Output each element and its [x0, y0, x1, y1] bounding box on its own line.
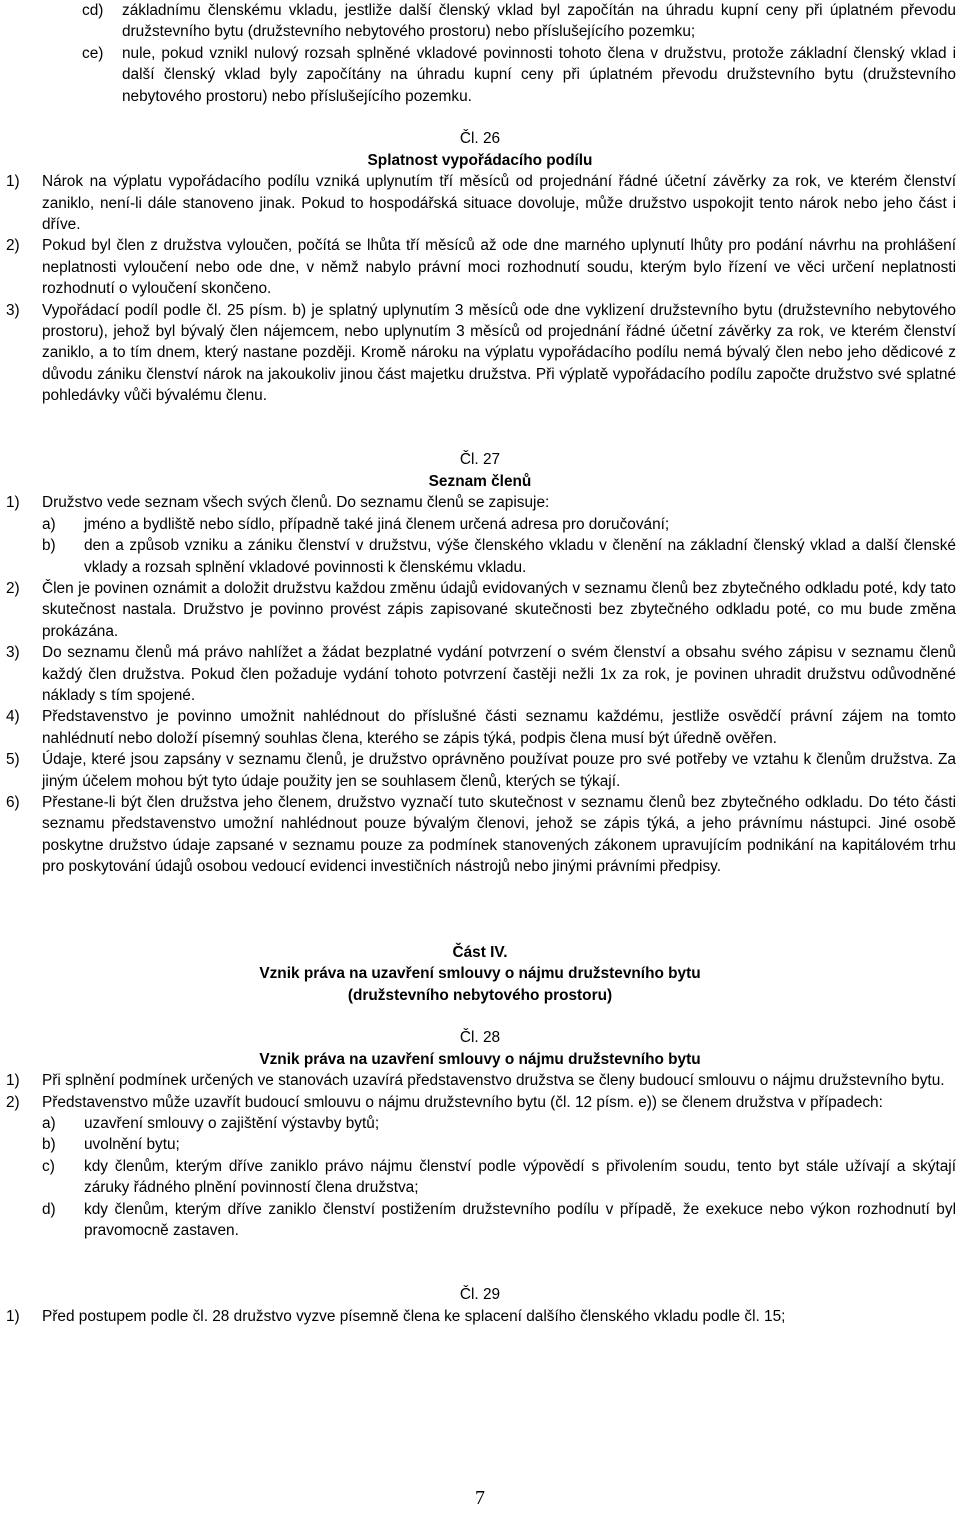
- sub-item-letter: d): [42, 1200, 56, 1218]
- page-number: 7: [475, 1487, 485, 1509]
- list-item: [0, 0, 956, 43]
- sub-item-text: kdy členům, kterým dříve zaniklo právo nájmu členství podle výpovědí s přivolením soudu, tento byt stále užívají a skýtají záruky řádného plnění povinností člena družstva;: [84, 1157, 956, 1197]
- article-27: [0, 449, 960, 877]
- sub-item: [42, 514, 956, 535]
- article-number: Čl. 27: [459, 451, 501, 469]
- item-text: Vypořádací podíl podle čl. 25 písm. b) je splatný uplynutím 3 měsíců ode dne vyklizení družstevního bytu (družstevního nebytového prostoru), jehož byl bývalý člen nájemcem, nebo uplynutím 3 měsíců od projednání řádné účetní závěrky za rok, ve kterém členství zaniklo, a to tím dnem, který nastane později. Kromě nároku na výplatu vypořádacího podílu nemá bývalý člen nebo jeho dědicové z důvodu zániku členství nárok na jakoukoliv jinou část majetku družstva. Při výplatě vypořádacího podílu započte družstvo své splatné pohledávky vůči bývalému členu.: [42, 301, 956, 405]
- item-number: 2): [6, 237, 20, 255]
- part-4-heading: [0, 942, 960, 1006]
- list-item: [0, 300, 956, 407]
- article-title: Vznik práva na uzavření smlouvy o nájmu družstevního bytu: [259, 1050, 701, 1068]
- part-title: Vznik práva na uzavření smlouvy o nájmu družstevního bytu: [259, 965, 701, 983]
- part-number: Část IV.: [452, 943, 508, 961]
- item-number: 3): [6, 301, 20, 319]
- item-number: 1): [6, 494, 20, 512]
- article-29: [0, 1284, 960, 1327]
- item-text: Přestane-li být člen družstva jeho členem, družstvo vyznačí tuto skutečnost v seznamu členů bez zbytečného odkladu. Do této části seznamu představenstvo umožní nahlédnout pouze bývalým členovi, jehož se zápis týká, a jeho právnímu nástupci. Jiné osobě poskytne družstvo údaje zapsané v seznamu pouze za podmínek stanovených zákonem upravujícím podnikání na kapitálovém trhu pro poskytování údajů osobou vedoucí evidenci investičních nástrojů nebo jinými právními předpisy.: [42, 793, 956, 876]
- item-text: nule, pokud vznikl nulový rozsah splněné vkladové povinnosti tohoto člena v družstvu, protože základní členský vklad i další členský vklad byly započítány na úhradu kupní ceny při úplatném převodu družstevního bytu (družstevního nebytového prostoru) nebo příslušejícího pozemku.: [122, 44, 956, 105]
- sub-item: [42, 1134, 956, 1155]
- sub-item-text: kdy členům, kterým dříve zaniklo členství postižením družstevního podílu v případě, že exekuce nebo výkon rozhodnutí byl pravomocně zastaven.: [84, 1200, 956, 1240]
- item-text: Družstvo vede seznam všech svých členů. Do seznamu členů se zapisuje:: [42, 494, 550, 512]
- item-text: Nárok na výplatu vypořádacího podílu vzniká uplynutím tří měsíců od projednání řádné účetní závěrky za rok, ve kterém členství zaniklo, není-li dále stanoveno jinak. Pokud to hospodářská situace dovoluje, může družstvo uspokojit tento nárok nebo jeho část i dříve.: [42, 173, 956, 234]
- item-number: 1): [6, 1072, 20, 1090]
- item-text: Pokud byl člen z družstva vyloučen, počítá se lhůta tří měsíců až ode dne marného uplynutí lhůty pro podání návrhu na prohlášení neplatnosti vyloučení nebo ode dne, v němž nabylo právní moci rozhodnutí soudu, kterým bylo řízení ve věci určení neplatnosti rozhodnutí o vyloučení skončeno.: [42, 237, 956, 298]
- article-28: [0, 1027, 960, 1241]
- sub-item-letter: a): [42, 1115, 56, 1133]
- sub-item: [42, 1113, 956, 1134]
- sub-item-text: jméno a bydliště nebo sídlo, případně také jiná členem určená adresa pro doručování;: [84, 515, 670, 533]
- item-number: ce): [82, 44, 104, 62]
- list-item: [0, 43, 956, 107]
- item-text: Představenstvo je povinno umožnit nahlédnout do příslušné části seznamu každému, jestliže osvědčí právní zájem na tomto nahlédnutí nebo doloží písemný souhlas člena, kterého se zápis týká, podpis člena musí být úředně ověřen.: [42, 708, 956, 747]
- sub-item-letter: c): [42, 1157, 55, 1175]
- list-item: [0, 578, 956, 642]
- list-item: [0, 235, 956, 299]
- sub-item: [42, 1156, 956, 1199]
- list-item: [0, 171, 956, 235]
- list-item: [0, 749, 956, 792]
- list-item: [0, 1070, 956, 1091]
- sub-item-text: uvolnění bytu;: [84, 1136, 180, 1154]
- item-number: 6): [6, 793, 20, 811]
- item-number: 1): [6, 1307, 20, 1325]
- item-number: 1): [6, 173, 20, 191]
- item-text: základnímu členskému vkladu, jestliže další členský vklad byl započítán na úhradu kupní ceny při úplatném převodu družstevního bytu (družstevního nebytového prostoru) nebo příslušejícího pozemku;: [122, 2, 956, 41]
- sub-item: [42, 535, 956, 578]
- article-number: Čl. 29: [459, 1286, 501, 1304]
- list-item: [0, 792, 956, 878]
- sub-item-text: uzavření smlouvy o zajištění výstavby bytů;: [84, 1115, 380, 1133]
- item-text: Před postupem podle čl. 28 družstvo vyzve písemně člena ke splacení dalšího členského vkladu podle čl. 15;: [42, 1307, 786, 1325]
- item-text: Do seznamu členů má právo nahlížet a žádat bezplatné vydání potvrzení o svém členství a obsahu svého zápisu v seznamu členů každý člen družstva. Pokud člen požaduje vydání tohoto potvrzení častěji nežli 1x za rok, je povinen uhradit družstvu odůvodněné náklady s tím spojené.: [42, 644, 956, 704]
- item-number: 5): [6, 751, 20, 769]
- article-number: Čl. 28: [459, 1029, 501, 1047]
- article-title: Splatnost vypořádacího podílu: [367, 151, 593, 169]
- item-number: 4): [6, 708, 20, 726]
- list-item: [0, 706, 956, 749]
- item-text: Při splnění podmínek určených ve stanovách uzavírá představenstvo družstva se členy budoucí smlouvu o nájmu družstevního bytu.: [42, 1072, 945, 1090]
- item-number: 2): [6, 579, 20, 597]
- item-number: 3): [6, 644, 20, 662]
- sub-item-letter: b): [42, 537, 56, 555]
- article-26: [0, 128, 960, 406]
- list-item: [0, 1092, 956, 1242]
- item-text: Údaje, které jsou zapsány v seznamu členů, je družstvo oprávněno používat pouze pro své potřeby ve vztahu k členům družstva. Za jiným účelem mohou být tyto údaje použity jen se souhlasem členů, kterých se týkají.: [42, 751, 956, 790]
- list-item: [0, 1306, 956, 1327]
- sub-item-letter: b): [42, 1136, 56, 1154]
- item-text: Člen je povinen oznámit a doložit družstvu každou změnu údajů evidovaných v seznamu členů bez zbytečného odkladu poté, kdy tato skutečnost nastala. Družstvo je povinno provést zápis zapisované skutečnosti bez zbytečného odkladu poté, co mu bude změna prokázána.: [42, 579, 956, 640]
- article-number: Čl. 26: [459, 130, 501, 148]
- list-item: [0, 642, 956, 706]
- section-top-items: [0, 0, 960, 107]
- sub-item-letter: a): [42, 515, 56, 533]
- list-item: [0, 492, 956, 578]
- sub-item-text: den a způsob vzniku a zániku členství v družstvu, výše členského vkladu v členění na základní členský vklad a další členské vklady a rozsah splnění vkladové povinnosti k členskému vkladu.: [84, 537, 956, 576]
- sub-item: [42, 1199, 956, 1242]
- item-text: Představenstvo může uzavřít budoucí smlouvu o nájmu družstevního bytu (čl. 12 písm. e)) se členem družstva v případech:: [42, 1093, 883, 1111]
- part-subtitle: (družstevního nebytového prostoru): [347, 986, 613, 1004]
- item-number: cd): [82, 2, 104, 19]
- item-number: 2): [6, 1093, 20, 1111]
- article-title: Seznam členů: [428, 472, 532, 490]
